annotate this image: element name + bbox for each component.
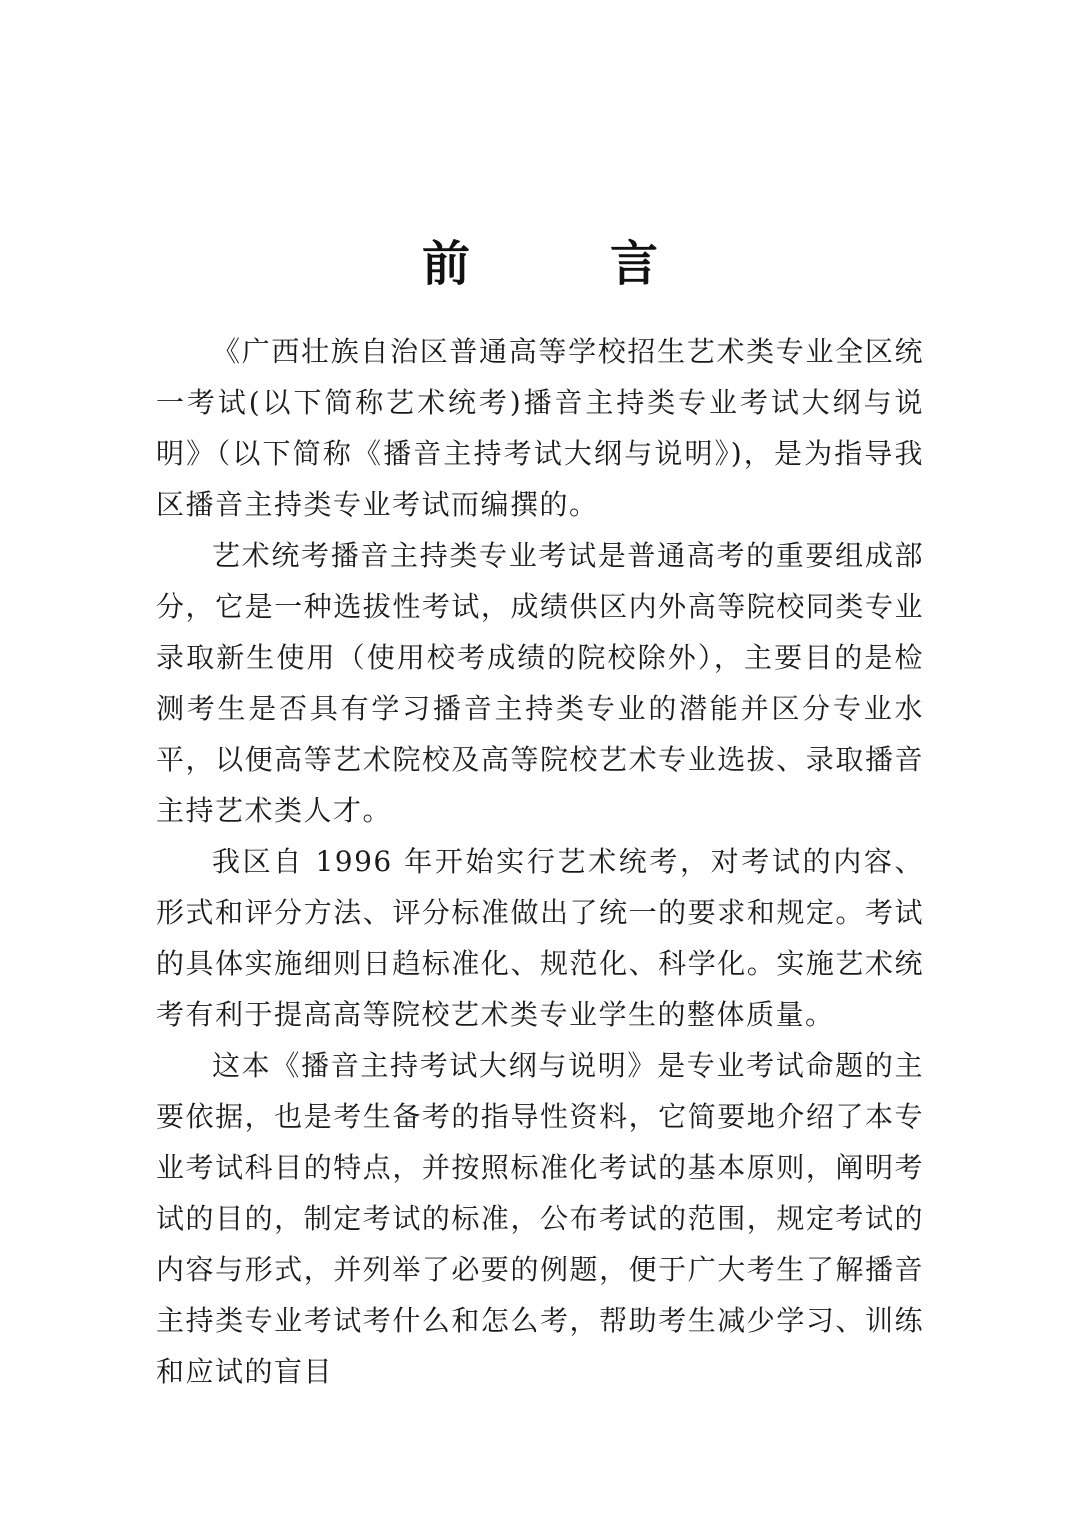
page-title: 前 言 xyxy=(421,236,704,293)
paragraph-4: 这本《播音主持考试大纲与说明》是专业考试命题的主要依据，也是考生备考的指导性资料，它简要地介绍了本专业考试科目的特点，并按照标准化考试的基本原则，阐明考试的目的，制定考试的标准，公布考试的范围，规定考试的内容与形式，并列举了必要的例题，便于广大考生了解播音主持类专业考试考什么和怎么考，帮助考生减少学习、训练和应试的盲目 xyxy=(156,1049,924,1388)
paragraph-2: 艺术统考播音主持类专业考试是普通高考的重要组成部分，它是一种选拔性考试，成绩供区内外高等院校同类专业录取新生使用（使用校考成绩的院校除外），主要目的是检测考生是否具有学习播音主持类专业的潜能并区分专业水平，以便高等艺术院校及高等院校艺术专业选拔、录取播音主持艺术类人才。 xyxy=(156,539,924,827)
paragraph-3: 我区自 1996 年开始实行艺术统考，对考试的内容、形式和评分方法、评分标准做出了统一的要求和规定。考试的具体实施细则日趋标准化、规范化、科学化。实施艺术统考有利于提高高等院校艺术类专业学生的整体质量。 xyxy=(156,845,924,1031)
paragraph-1: 《广西壮族自治区普通高等学校招生艺术类专业全区统一考试(以下简称艺术统考)播音主持类专业考试大纲与说明》（以下简称《播音主持考试大纲与说明》)，是为指导我区播音主持类专业考试而编撰的。 xyxy=(156,335,924,521)
preface-body xyxy=(156,326,924,1397)
